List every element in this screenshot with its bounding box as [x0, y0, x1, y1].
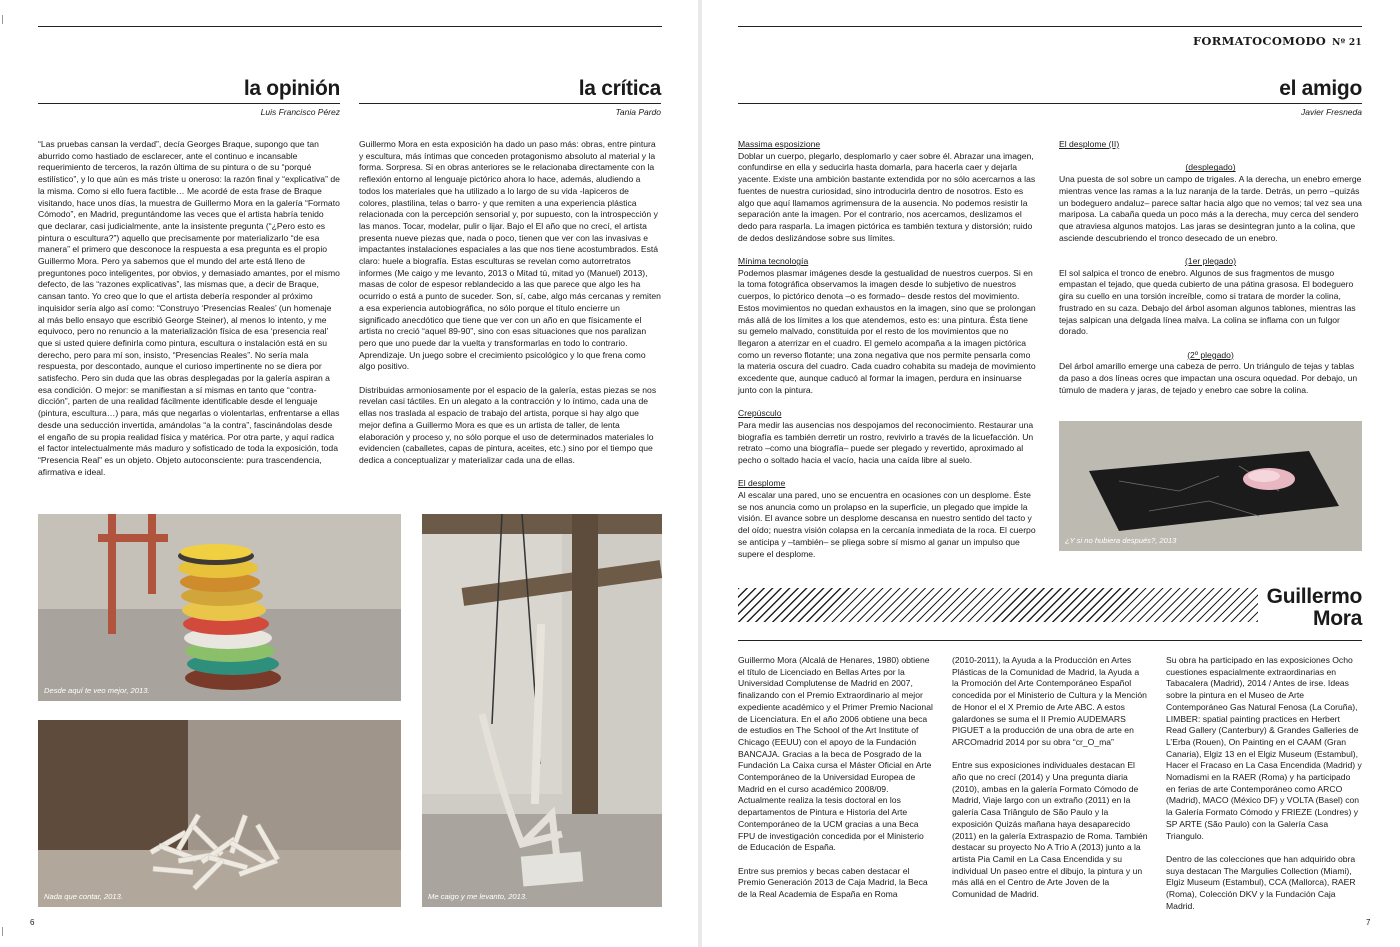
page-number: 6: [30, 918, 35, 927]
bio-title: [1222, 586, 1362, 630]
hanging-sculpture-illustration: [422, 514, 662, 907]
part-text: El sol salpica el tronco de enebro. Algunos de sus fragmentos de musgo empastan el tejado, que queda cubierto de una pátina grasosa. El bodeguero gira su cuello en una torsión increíble, como si tratara de morder la colina, frustrado en su caza. Debajo del árbol asoman algunos tablones, mientras las tejas salpican una delgada línea malva. La colina se inflama con un fulgor dorado.: [1059, 267, 1356, 337]
photo-nada-que-contar: [38, 720, 401, 907]
critica-rule: [359, 103, 661, 104]
section-heading: El desplome: [738, 478, 786, 489]
amigo-section: [738, 408, 1038, 467]
crop-mark: [2, 927, 9, 936]
bio-paragraph: Entre sus premios y becas caben destacar el Premio Generación 2013 de Caja Madrid, la Beca de la Real Academia de España en Roma: [738, 865, 928, 900]
bio-paragraph: Entre sus exposiciones individuales destacan El año que no crecí (2014) y Una pregunta diaria (2010), ambas en la galería Formato Cómodo de Madrid, Viaje largo con un extraño (2011) en la galería Casa Triângulo de São Paulo y la exposición Quizás mañana haya desaparecido (2011) en la galería Extraspazio de Roma. También destacar su proyecto No A Trio A (2013) junto a la artista Pia Camil en La Casa Encendida y su individual Un paseo entre el dibujo, la pintura y un más allá en el Centro de Arte Joven de la Comunidad de Madrid.: [952, 760, 1148, 900]
bio-column-1: [738, 655, 934, 901]
photo-me-caigo: [422, 514, 662, 907]
opinion-rule: [38, 103, 340, 104]
photo-caption: Nada que contar, 2013.: [44, 892, 123, 901]
bio-rule: [738, 640, 1362, 641]
amigo-title: el amigo: [1279, 77, 1362, 100]
issue-number: Nº 21: [1332, 38, 1362, 48]
photo-caption: ¿Y si no hubiera después?, 2013: [1065, 536, 1177, 545]
critica-paragraph-1: Guillermo Mora en esta exposición ha dado un paso más: obras, entre pintura y escultura, más íntimas que conceden protagonismo absoluto al material y la forma. Sorpresa. Si en obras anteriores se le relacionaba directamente con la reflexión entorno al lenguaje pictórico ahora lo hace, además, aludiendo a todos los materiales que ha utilizado a lo largo de su vida -lapiceros de colores, plastilina, telas o barro- y que remiten a una experiencia plástica relacionada con la percepción sensorial y, por supuesto, con la introspección y las manos. Tocar, modelar, pulir o lijar. Bajo el El año que no crecí, el artista presenta nueve piezas que, nada o poco, tienen que ver con las invasivas e impactantes instalaciones espaciales a las que nos tiene acostumbrados. Está claro: huele a biografía. Estas esculturas se revelan como autorretratos informes (Me caigo y me levanto, 2013 o Mitad tú, mitad yo (Manuel) 2013), masas de color de espesor reblandecido a las que parece que algo les ha ocurrido o está a punto de suceder. Son, sí, cabe, algo más cercanas y remiten a esa experiencia autobiográfica, no sólo porque el título encierre un significado anecdótico que tiene que ver con un año en que físicamente el artista no creció “aquel 89-90”, sino con esas situaciones que nos paralizan pero que uno puede dar la vuelta y transformarlas en todo lo contrario. Aprendizaje. Un juego sobre el crecimiento psicológico y lo que frena como algo positivo.: [359, 139, 661, 372]
opinion-paragraph: “Las pruebas cansan la verdad”, decía Georges Braque, supongo que tan aburrido como hastiado de esclarecer, ante el continuo e incansable requerimiento de terceros, la razón última de su pintura o de su “porqué estilístico”, y lo que aún es más triste u oneroso: la razón final y “explicativa” de la misma. Como si ello fuera factible… Me acordé de esta frase de Braque visitando, hace unos días, la muestra de Guillermo Mora en la galería “Formato Cómodo”, en Madrid, preguntándome las veces que el artista habría tenido que declarar, casi judicialmente, ante la insistente pregunta (“¿Pero esto es pintura o escultura?”) aquello que precisamente por materializarlo “de esa manera” el primero que desconoce la respuesta a esa pregunta es el propio Guillermo Mora. Pero ya sabemos que el mundo del arte está lleno de preguntones poco inteligentes, por obvios, y demasiado amantes, por el mismo defecto, de las “razones explicativas”, las mismas que, a decir de Braque, cansan tanto. Yo creo que lo que el artista debería responder al próximo inquisidor sería algo así como: “Construyo ‘Presencias Reales’ (un homenaje al más bello ensayo que escribió George Steiner), al menos lo intento, y me equivoco, pero no renuncio a la materialización física de esa ‘presencia real’ que si usted quiere definirla como pintura, escultura o instalación está en su derecho, pero para mí son, insisto, “Presencias Reales”. No sería mala respuesta, por descontado, aunque el curioso impertinente no se diera por satisfecho. Pero sin duda que las obras desplegadas por la galería aspiran a esa condición. O mejor: se manifiestan a sí mismas en tanto que “contra-dicción”, parten de una realidad fácilmente identificable desde el lenguaje (pintura, escultura…) para, más que negarlas o violentarlas, enfrentarse a ellas desde una seducción invertida, amándolas “a la contra”, fascinándolas desde el engaño de su propia realidad física y matérica. Por otra parte, y aquí radica el factor intelectualmente más maduro y sofisticado de toda la exposición, toda “Presencia Real” es un objeto. Objeto autoconsciente: pura trascendencia, afirmativa e ideal.: [38, 139, 340, 477]
top-rule: [738, 26, 1362, 27]
top-rule: [38, 26, 662, 27]
part-text: Del árbol amarillo emerge una cabeza de perro. Un triángulo de tejas y tablas da paso a dos líneas ocres que impactan una oscura oquedad. Por debajo, un túmulo de madera y jaras, de tejado y enebro cae sobre la colina.: [1059, 361, 1358, 395]
bio-paragraph: Guillermo Mora (Alcalá de Henares, 1980) obtiene el título de Licenciado en Bellas Artes por la Universidad Complutense de Madrid en 2007, finalizando con el Premio Extraordinario al mejor expediente académico y el Primer Premio Nacional de Licenciatura. En el año 2006 obtiene una beca de estudios en The School of the Art Institute of Chicago (EEUU) con el apoyo de la Fundación BANCAJA. Gracias a la beca de Posgrado de la Fundación La Caixa cursa el Máster Oficial en Arte Contemporáneo de la Universidad Europea de Madrid en el curso académico 2008/09. Actualmente realiza la tesis doctoral en los departamentos de Pintura e Historia del Arte Contemporáneo de la UCM gracias a una Beca FPU de investigación concedida por el Ministerio de Educación de España.: [738, 655, 933, 853]
part-heading: (2º plegado): [1187, 349, 1234, 360]
amigo-column-1: [738, 139, 1038, 560]
critica-body: [359, 139, 661, 467]
right-page: [702, 0, 1400, 947]
critica-author: Tania Pardo: [615, 107, 661, 117]
amigo-section: [738, 478, 1038, 560]
bio-title-line-1: Guillermo: [1266, 585, 1362, 608]
section-heading: Massima esposizione: [738, 139, 821, 149]
chalk-sticks-illustration: [38, 720, 401, 907]
left-page: [0, 0, 698, 947]
page-number: 7: [1366, 918, 1371, 927]
amigo-author: Javier Fresneda: [1301, 107, 1362, 117]
marble-slab-illustration: [1059, 421, 1362, 551]
part-text: Una puesta de sol sobre un campo de trigales. A la derecha, un enebro emerge mientras vence las ramas a la luz naranja de la tarde. Detrás, un perro –quizás un bodeguero andaluz– parece saltar hacia algo que no vemos; tal vez sea una mariposa. La cabaña queda un poco más a la derecha, muy cerca del sendero que atraviesa algunos matojos. Las jaras se desintegran junto a la colina, que asciende descubriendo el tronco desecado de un enebro.: [1059, 174, 1362, 243]
bio-column-3: [1166, 655, 1362, 912]
photo-desde-aqui: [38, 514, 401, 701]
section-text: Al escalar una pared, uno se encuentra en ocasiones con un desplome. Éste se nos anuncia como un prolapso en la superficie, un plegado que impide la visión. El avance sobre un desplome descansa en nuestro sentido del tacto y del oído; nuestra visión colapsa en la cercanía inmediata de la roca. El cuerpo se anticipa y –también– se pliega sobre sí mismo al ganar un impulso que supere el desplome.: [738, 490, 1036, 559]
photo-caption: Me caigo y me levanto, 2013.: [428, 892, 528, 901]
crop-mark: [2, 15, 9, 24]
opinion-title: la opinión: [243, 77, 340, 100]
photo-caption: Desde aquí te veo mejor, 2013.: [44, 686, 150, 695]
part-heading: (1er plegado): [1184, 256, 1237, 266]
opinion-body: [38, 139, 340, 478]
bio-paragraph: Su obra ha participado en las exposiciones Ocho cuestiones espacialmente extraordinarias en Tabacalera (Madrid), 2014 / Antes de irse. Ideas sobre la pintura en el Museo de Arte Contemporáneo Gas Natural Fenosa (La Coruña), LIMBER: spatial painting practices en Herbert Read Gallery (Canterbury) & Grandes Galleries de L’Erba (Rouen), On Painting en el CAAM (Gran Canaria), Elgiz 13 en el Elgiz Museum (Estambul), Hacer el Fracaso en La Casa Encendida (Madrid) y Nomadismi en la RAER (Roma) y ha participado en ferias de arte Contemporáneo como ARCO (Madrid), MACO (México DF) y VOLTA (Basel) con la Galería Formato Cómodo y FRIEZE (Londres) y SP ARTE (São Paulo) con la Galería Casa Triangulo.: [1166, 655, 1362, 841]
amigo-section: [738, 256, 1038, 396]
photo-y-si-no: [1059, 421, 1362, 551]
desplome2-part: [1059, 162, 1362, 244]
magazine-brand: [1193, 34, 1362, 48]
bio-paragraph: (2010-2011), la Ayuda a la Producción en Artes Plásticas de la Comunidad de Madrid, la Ayuda a la Promoción del Arte Contemporáneo Español concedida por el Ministerio de Cultura y la Mención de Honor el el X Premio de Arte ABC. A estos galardones se suma el II Premio AUDEMARS PIGUET a la producción de una obra de arte en ARCOmadrid 2014 por su obra “cr_O_ma”: [952, 655, 1147, 747]
section-heading: Mínima tecnología: [738, 256, 809, 267]
amigo-section: [738, 139, 1038, 244]
desplome2-section: [1059, 139, 1362, 151]
bio-paragraph: Dentro de las colecciones que han adquirido obra suya destacan The Margulies Collection (Miami), Elgiz Museum (Estambul), CCA (Mallorca), RAER (Roma), Colección DKV y la Fundación Caja Madrid.: [1166, 853, 1356, 911]
decorative-hatch: [738, 588, 1258, 622]
desplome2-part: [1059, 256, 1362, 338]
bio-title-line-2: Mora: [1313, 607, 1362, 630]
critica-paragraph-2: Distribuidas armoniosamente por el espacio de la galería, estas piezas se nos revelan casi táctiles. En un alegato a la contracción y lo íntimo, cada una de ellas nos traslada al espacio de trabajo del artista, porque si hay algo que mejor defina a Guillermo Mora es que es un artista de taller, de lenta elaboración y proceso y, no sólo porque el uso de determinados materiales lo evidencien (caballetes, capas de pintura, aceites, etc.) sino por el tiempo que dedica a conceptualizar y materializar cada una de ellas.: [359, 384, 657, 465]
magazine-name: FORMATOCOMODO: [1192, 34, 1327, 48]
desplome2-part: [1059, 350, 1362, 397]
amigo-rule: [738, 103, 1362, 104]
amigo-column-2: [1059, 139, 1362, 396]
critica-title: la crítica: [578, 77, 661, 100]
opinion-author: Luis Francisco Pérez: [260, 107, 340, 117]
section-heading: Crepúsculo: [738, 408, 782, 419]
section-text: Doblar un cuerpo, plegarlo, desplomarlo y caer sobre él. Abrazar una imagen, confundirse en ella y seducirla hasta domarla, para hacerla caer y dejarla yacente. Existe una ambición bastante extendida por no sólo acercarnos a las fuentes de nuestra curiosidad, sino introducirla dentro de nosotros. Esto es algo que aquí llamamos agrimensura de la ausencia. No podemos resistir la separación ante la imagen. Por el contrario, nos acercamos, deslizamos el dedo para rasparla. La imagen pictórica es también textura y distorsión; ruido de dedos deslizándose sobre sus límites.: [738, 150, 1036, 243]
section-heading: El desplome (II): [1059, 139, 1120, 149]
section-text: Podemos plasmar imágenes desde la gestualidad de nuestros cuerpos. Si en la toma fotográfica observamos la imagen desde lo subjetivo de nuestros cuerpos, lo pictórico denota –o es formado– desde restos del movimiento. Estos movimientos no quedan exhaustos en la imagen, sino que se prolongan más allá de los límites a los que atendemos, esto es: una pintura. Ésta tiene su gemelo malvado, constituida por el resto de los movimientos que no llegaron a aterrizar en el cuadro. El gemelo acompaña a la imagen pictórica como un reverso flotante; una zona negativa que nos permite pensarla como la materia oscura del cuadro. Cada cuadro cohabita su madeja de movimiento excedente que, aunque caducó al formar la imagen, perdura en insinuarse junto con la pintura.: [738, 267, 1036, 395]
stacked-belts-illustration: [38, 514, 401, 701]
section-text: Para medir las ausencias nos despojamos del reconocimiento. Restaurar una biografía es también derretir un rostro, revivirlo a través de la licuefacción. Un retrato –como una biografía– puede ser plegado y revertido, aproximado al pecho o soltado hacia el vacío, hacia una caída libre al suelo.: [738, 419, 1034, 465]
part-heading: (desplegado): [1185, 162, 1236, 173]
bio-column-2: [952, 655, 1148, 901]
